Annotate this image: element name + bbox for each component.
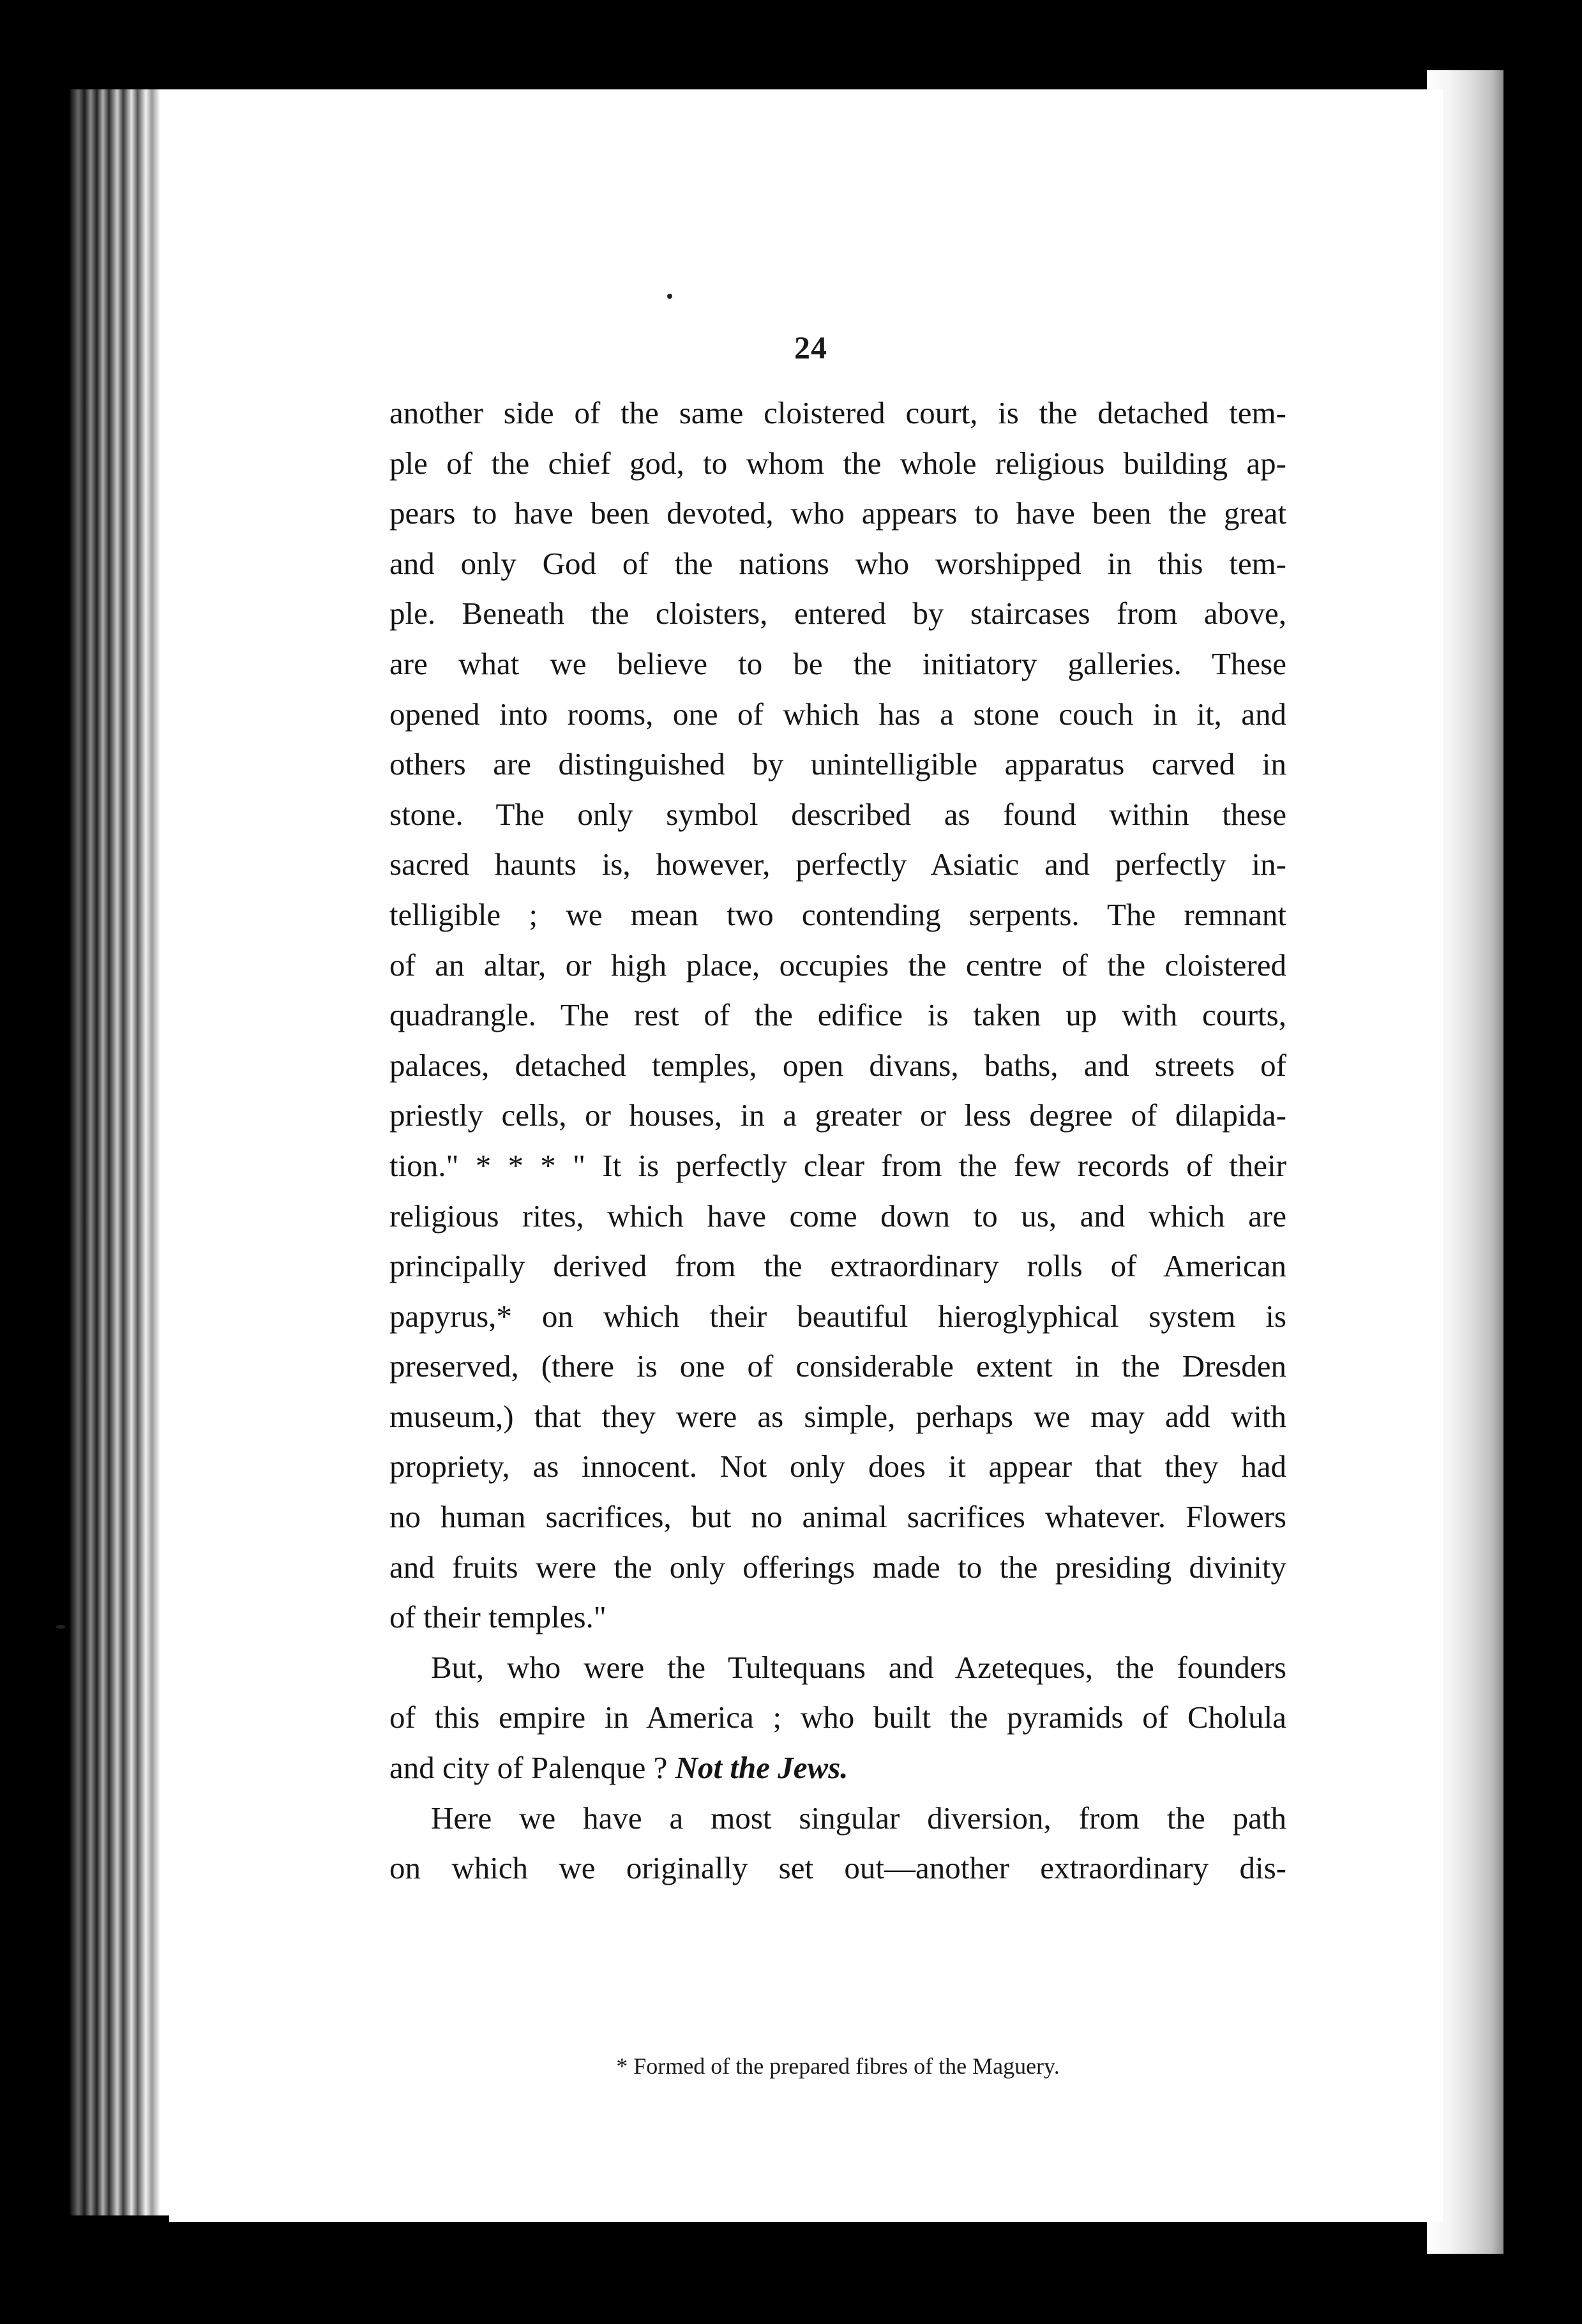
text-line: others are distinguished by unintelligible apparatus carved in (389, 746, 1286, 782)
text-line-final (389, 1743, 1286, 1793)
text-line: museum,) that they were as simple, perhaps we may add with (389, 1398, 1286, 1434)
book-page (169, 89, 1443, 2222)
text-line: telligible ; we mean two contending serpents. The remnant (389, 896, 1286, 932)
body-text (389, 388, 1286, 1894)
text-line: palaces, detached temples, open divans, baths, and streets of (389, 1047, 1286, 1083)
text-line: priestly cells, or houses, in a greater or less degree of dilapida- (389, 1098, 1286, 1133)
text-line: ple. Beneath the cloisters, entered by staircases from above, (389, 596, 1286, 631)
text-line: Here we have a most singular diversion, from the path (431, 1800, 1286, 1836)
text-line: of an altar, or high place, occupies the centre of the cloistered (389, 947, 1286, 983)
footnote: * Formed of the prepared fibres of the Maguery. (616, 2053, 1060, 2079)
text-line: But, who were the Tultequans and Azeteques, the founders (431, 1649, 1286, 1685)
speck-mark (56, 1625, 65, 1629)
book-binding-edge (70, 89, 172, 2215)
text-line: are what we believe to be the initiatory galleries. These (389, 645, 1286, 681)
text-line: ple of the chief god, to whom the whole religious building ap- (389, 445, 1286, 481)
text-line: propriety, as innocent. Not only does it appear that they had (389, 1449, 1286, 1484)
text-line: on which we originally set out—another extraordinary dis- (389, 1850, 1286, 1886)
text-segment: and city of Palenque ? (389, 1750, 668, 1786)
text-line: quadrangle. The rest of the edifice is taken up with courts, (389, 997, 1286, 1033)
page-number: 24 (794, 329, 827, 365)
text-line: stone. The only symbol described as found within these (389, 796, 1286, 832)
text-line: tion." * * * " It is perfectly clear from the few records of their (389, 1147, 1286, 1183)
text-line: papyrus,* on which their beautiful hieroglyphical system is (389, 1298, 1286, 1334)
text-line: religious rites, which have come down to us, and which are (389, 1198, 1286, 1234)
text-line: of their temples." (389, 1599, 606, 1635)
text-line: no human sacrifices, but no animal sacrifices whatever. Flowers (389, 1499, 1286, 1535)
speck-mark (667, 294, 672, 299)
text-line: another side of the same cloistered court, is the detached tem- (389, 395, 1286, 430)
text-line: sacred haunts is, however, perfectly Asiatic and perfectly in- (389, 847, 1286, 882)
text-line: opened into rooms, one of which has a stone couch in it, and (389, 696, 1286, 732)
text-line: pears to have been devoted, who appears to have been the great (389, 495, 1286, 531)
text-line: principally derived from the extraordinary rolls of American (389, 1248, 1286, 1284)
text-line: of this empire in America ; who built the pyramids of Cholula (389, 1700, 1286, 1735)
text-line: preserved, (there is one of considerable extent in the Dresden (389, 1348, 1286, 1384)
emphasis-text: Not the Jews. (675, 1750, 848, 1786)
text-line: and only God of the nations who worshipped in this tem- (389, 545, 1286, 581)
text-line: and fruits were the only offerings made to the presiding divinity (389, 1549, 1286, 1585)
